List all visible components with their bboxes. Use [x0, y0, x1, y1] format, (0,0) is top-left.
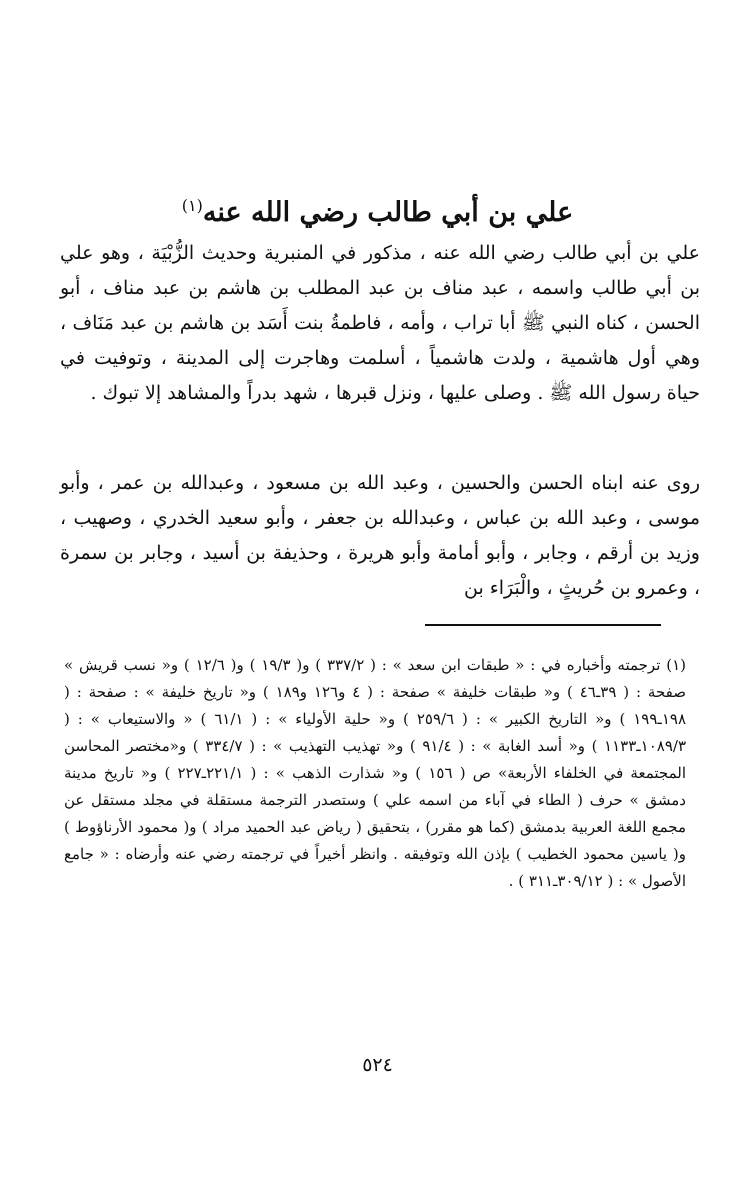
- footnote: [64, 652, 686, 895]
- footnote-number: (١): [666, 656, 686, 674]
- footnote-divider: [425, 624, 661, 626]
- title-footnote-marker: (١): [181, 196, 203, 216]
- title-text: علي بن أبي طالب رضي الله عنه: [202, 197, 574, 229]
- body-paragraph-2: روى عنه ابناه الحسن والحسين ، وعبد الله بن مسعود ، وعبدالله بن عمر ، وأبو موسى ، وعبد الله بن عباس ، وعبدالله بن جعفر ، وأبو سعيد الخدري ، وصهيب ، وزيد بن أرقم ، وجابر ، وأبو أمامة وأبو هريرة ، وحذيفة بن أسيد ، وجابر بن سمرة ، وعمرو بن حُريثٍ ، والْبَرَاء بن: [60, 472, 700, 599]
- body-paragraph-1: علي بن أبي طالب رضي الله عنه ، مذكور في المنبرية وحديث الزُّبْيَة ، وهو علي بن أبي طالب واسمه ، عبد مناف بن عبد المطلب بن هاشم بن عبد مناف ، أبو الحسن ، كناه النبي ﷺ أبا تراب ، وأمه ، فاطمةُ بنت أَسَد بن هاشم بن عبد مَنَاف ، وهي أول هاشمية ، ولدت هاشمياً ، أسلمت وهاجرت إلى المدينة ، وتوفيت في حياة رسول الله ﷺ . وصلى عليها ، ونزل قبرها ، شهد بدراً والمشاهد إلا تبوك .: [60, 242, 700, 404]
- page-number: ٥٢٤: [362, 1054, 393, 1076]
- footnote-text: ترجمته وأخباره في : « طبقات ابن سعد » : ( ٣٣٧/٢ ) و( ١٩/٣ ) و( ١٢/٦ ) و« نسب قريش » صفحة : ( ٣٩ـ٤٦ ) و« طبقات خليفة » صفحة : ( ٤ و١٢٦ و١٨٩ ) و« تاريخ خليفة » : صفحة : ( ١٩٨ـ١٩٩ ) و« التاريخ الكبير » : ( ٢٥٩/٦ ) و« حلية الأولياء » : ( ٦١/١ ) « والاستيعاب » : ( ١٠٨٩/٣ـ١١٣٣ ) و« أسد الغابة » : ( ٩١/٤ ) و« تهذيب التهذيب » : ( ٣٣٤/٧ ) و«مختصر المحاسن المجتمعة في الخلفاء الأربعة» ص ( ١٥٦ ) و« شذارت الذهب » : ( ٢٢١/١ـ٢٢٧ ) و« تاريخ مدينة دمشق » حرف ( الطاء في آباء من اسمه علي ) وستصدر الترجمة مستقلة في مجلد مستقل عن مجمع اللغة العربية بدمشق (كما هو مقرر) ، بتحقيق ( رياض عبد الحميد مراد ) و( محمود الأرناؤوط ) و( ياسين محمود الخطيب ) بإذن الله وتوفيقه . وانظر أخيراً في ترجمته رضي عنه وأرضاه : « جامع الأصول » : ( ٣٠٩/١٢ـ٣١١ ) .: [64, 656, 687, 890]
- page-title: [60, 186, 695, 233]
